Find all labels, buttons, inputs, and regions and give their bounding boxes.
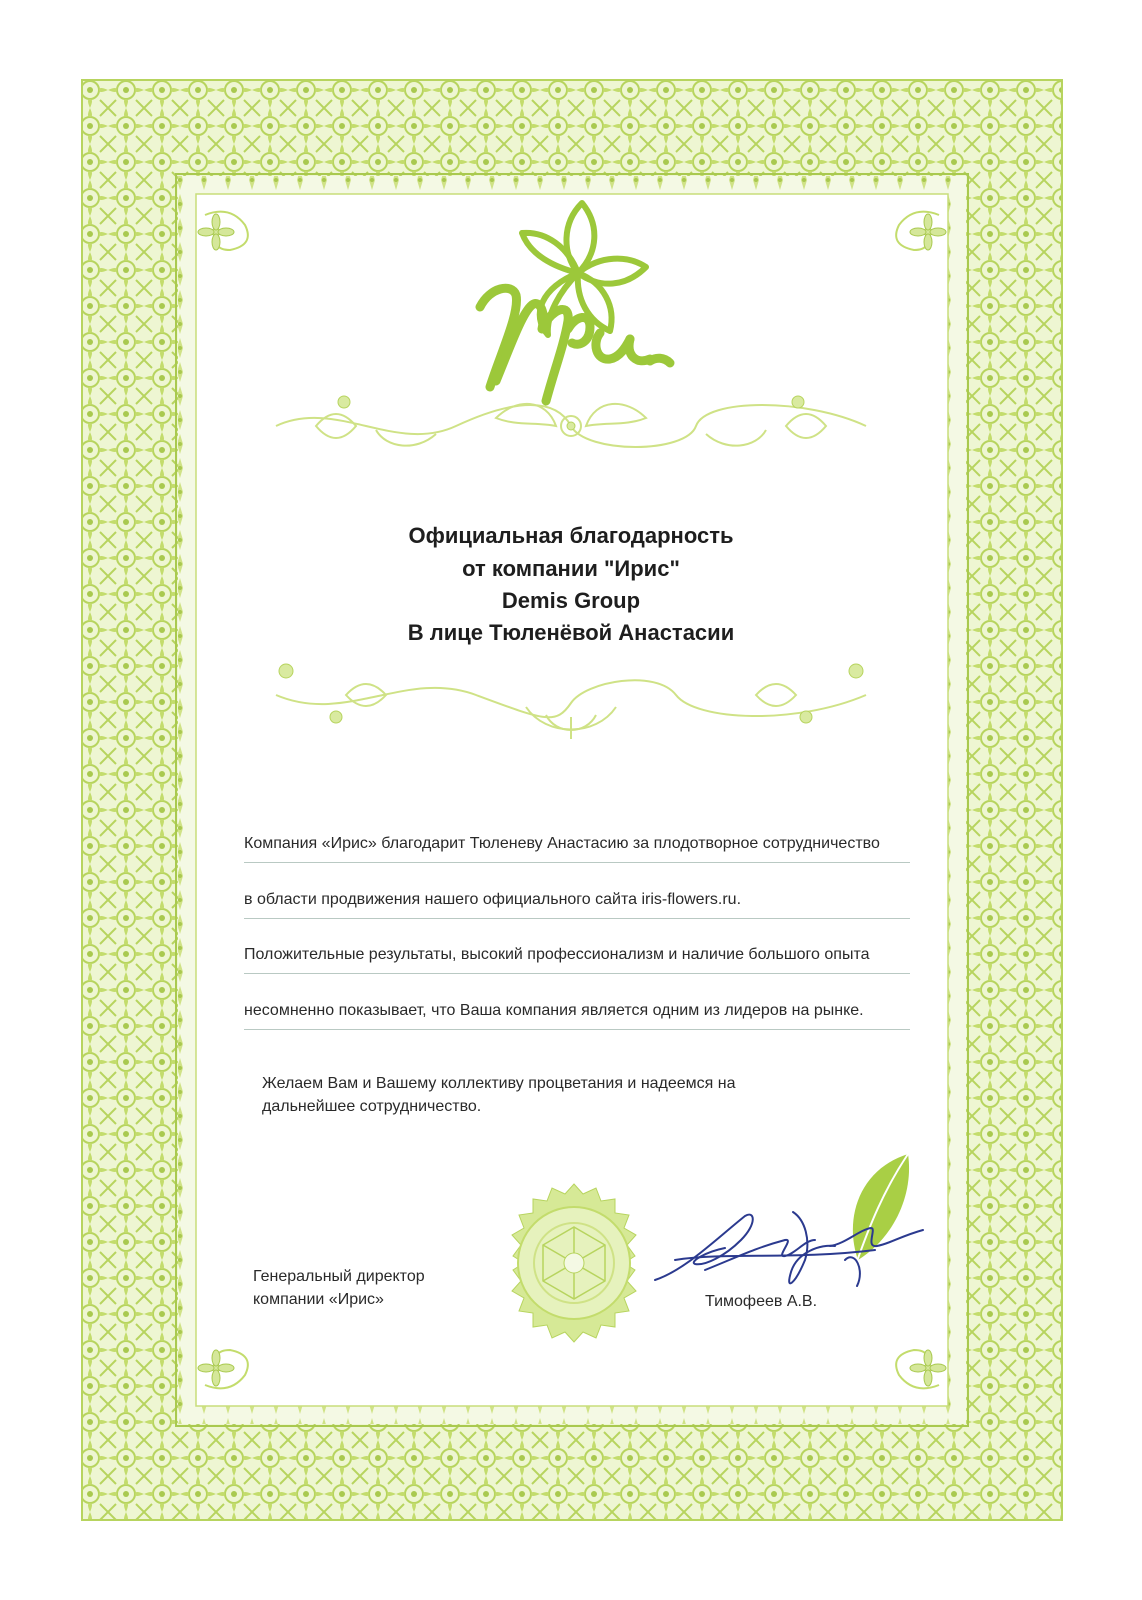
- body-line-2: в области продвижения нашего официального сайта iris-flowers.ru.: [244, 891, 742, 908]
- rule-3: [244, 973, 910, 974]
- handwritten-signature: [645, 1200, 935, 1300]
- signer-position-line-1: Генеральный директор: [253, 1268, 425, 1285]
- flourish-divider-top: [256, 388, 886, 463]
- rule-2: [244, 918, 910, 919]
- title-line-3: Demis Group: [501, 588, 641, 613]
- logo-wordmark: [480, 288, 670, 401]
- iris-logo: [450, 195, 690, 415]
- rule-1: [244, 862, 910, 863]
- seal-stamp: [493, 1182, 655, 1344]
- signer-name: Тимофеев А.В.: [705, 1293, 818, 1310]
- body-line-1: Компания «Ирис» благодарит Тюленеву Анастасию за плодотворное сотрудничество: [244, 835, 880, 852]
- flourish-divider-bottom: [256, 655, 886, 750]
- title-line-4: В лице Тюленёвой Анастасии: [407, 620, 735, 645]
- wish-line-2: дальнейшее сотрудничество.: [262, 1098, 482, 1115]
- signer-position-line-2: компании «Ирис»: [253, 1291, 384, 1308]
- wish-line-1: Желаем Вам и Вашему коллективу процветания и надеемся на: [262, 1075, 736, 1092]
- body-line-3: Положительные результаты, высокий профессионализм и наличие большого опыта: [244, 946, 870, 963]
- rule-4: [244, 1029, 910, 1030]
- body-line-4: несомненно показывает, что Ваша компания является одним из лидеров на рынке.: [244, 1002, 864, 1019]
- title-line-1: Официальная благодарность: [408, 523, 734, 548]
- title-line-2: от компании "Ирис": [462, 556, 680, 581]
